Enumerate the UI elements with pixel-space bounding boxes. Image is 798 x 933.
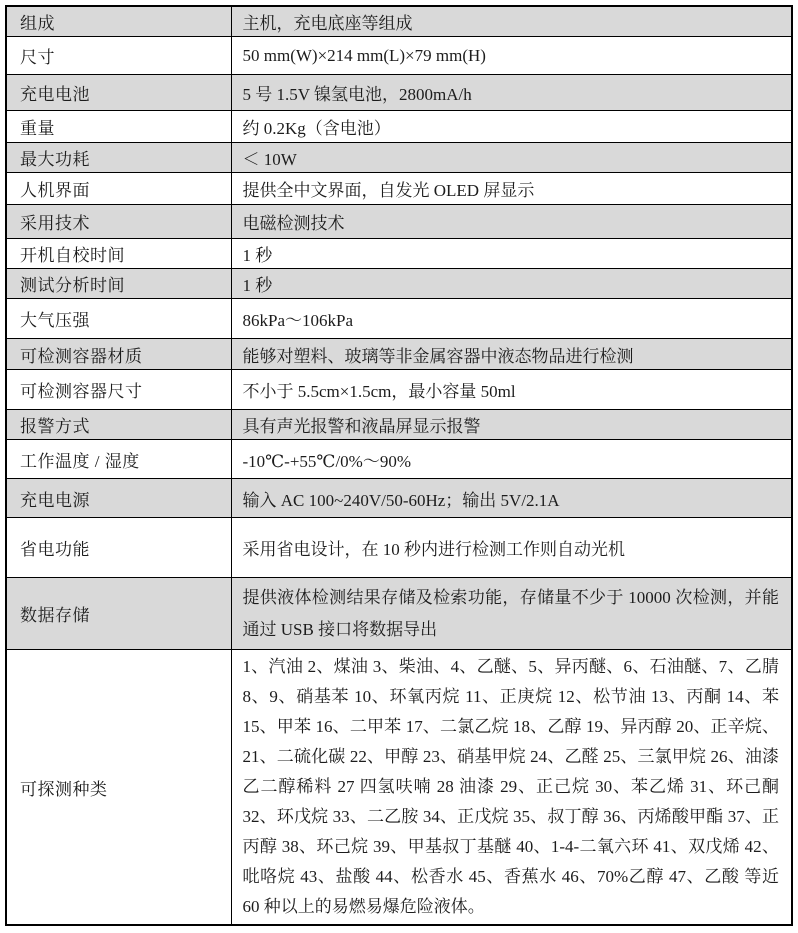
spec-label: 报警方式 — [6, 410, 231, 440]
spec-table — [5, 5, 793, 926]
spec-value: 1、汽油 2、煤油 3、柴油、4、乙醚、5、异丙醚、6、石油醚、7、乙腈 8、9、硝基苯 10、环氧丙烷 11、正庚烷 12、松节油 13、丙酮 14、苯 15、甲苯 16、二甲苯 17、二氯乙烷 18、乙醇 19、异丙醇 20、正辛烷、21、二硫化碳 22、甲醇 23、硝基甲烷 24、乙醛 25、三氯甲烷 26、油漆乙二醇稀料 27 四氢呋喃 28 油漆 29、正己烷 30、苯乙烯 31、环己酮 32、环戊烷 33、二乙胺 34、正戊烷 35、叔丁醇 36、丙烯酸甲酯 37、正丙醇 38、环己烷 39、甲基叔丁基醚 40、1-4-二氧六环 41、双戊烯 42、吡咯烷 43、盐酸 44、松香水 45、香蕉水 46、70%乙醇 47、乙酸 等近 60 种以上的易燃易爆危险液体。 — [231, 650, 792, 926]
spec-label: 采用技术 — [6, 205, 231, 239]
spec-value: -10℃-+55℃/0%～90% — [231, 440, 792, 479]
spec-label: 尺寸 — [6, 37, 231, 75]
spec-value: 主机，充电底座等组成 — [231, 6, 792, 37]
spec-label: 充电电源 — [6, 479, 231, 518]
spec-value: 提供液体检测结果存储及检索功能，存储量不少于 10000 次检测，并能通过 USB 接口将数据导出 — [231, 578, 792, 650]
spec-value: 约 0.2Kg（含电池） — [231, 111, 792, 143]
spec-value: 能够对塑料、玻璃等非金属容器中液态物品进行检测 — [231, 339, 792, 370]
spec-table-body — [6, 6, 792, 925]
spec-value: 采用省电设计，在 10 秒内进行检测工作则自动光机 — [231, 518, 792, 578]
spec-value: 不小于 5.5cm×1.5cm，最小容量 50ml — [231, 370, 792, 410]
spec-label: 重量 — [6, 111, 231, 143]
spec-value: 1 秒 — [231, 239, 792, 269]
table-row — [6, 239, 792, 269]
table-row — [6, 410, 792, 440]
table-row — [6, 299, 792, 339]
table-row — [6, 269, 792, 299]
table-row — [6, 75, 792, 111]
spec-label: 可检测容器尺寸 — [6, 370, 231, 410]
table-row — [6, 440, 792, 479]
spec-label: 数据存储 — [6, 578, 231, 650]
table-row — [6, 205, 792, 239]
table-row — [6, 6, 792, 37]
spec-value: 5 号 1.5V 镍氢电池，2800mA/h — [231, 75, 792, 111]
table-row — [6, 173, 792, 205]
table-row — [6, 339, 792, 370]
table-row — [6, 370, 792, 410]
spec-value: 输入 AC 100~240V/50-60Hz；输出 5V/2.1A — [231, 479, 792, 518]
spec-value: 50 mm(W)×214 mm(L)×79 mm(H) — [231, 37, 792, 75]
table-row — [6, 479, 792, 518]
spec-value: 提供全中文界面，自发光 OLED 屏显示 — [231, 173, 792, 205]
spec-value: 具有声光报警和液晶屏显示报警 — [231, 410, 792, 440]
spec-value: 86kPa～106kPa — [231, 299, 792, 339]
spec-value: ＜ 10W — [231, 143, 792, 173]
spec-label: 可检测容器材质 — [6, 339, 231, 370]
spec-label: 最大功耗 — [6, 143, 231, 173]
spec-value: 1 秒 — [231, 269, 792, 299]
spec-label: 开机自校时间 — [6, 239, 231, 269]
spec-label: 测试分析时间 — [6, 269, 231, 299]
table-row — [6, 111, 792, 143]
table-row — [6, 518, 792, 578]
spec-label: 可探测种类 — [6, 650, 231, 926]
spec-label: 工作温度 / 湿度 — [6, 440, 231, 479]
table-row — [6, 578, 792, 650]
spec-label: 组成 — [6, 6, 231, 37]
spec-label: 省电功能 — [6, 518, 231, 578]
table-row — [6, 143, 792, 173]
spec-value: 电磁检测技术 — [231, 205, 792, 239]
table-row — [6, 650, 792, 926]
table-row — [6, 37, 792, 75]
spec-label: 人机界面 — [6, 173, 231, 205]
spec-label: 大气压强 — [6, 299, 231, 339]
spec-label: 充电电池 — [6, 75, 231, 111]
